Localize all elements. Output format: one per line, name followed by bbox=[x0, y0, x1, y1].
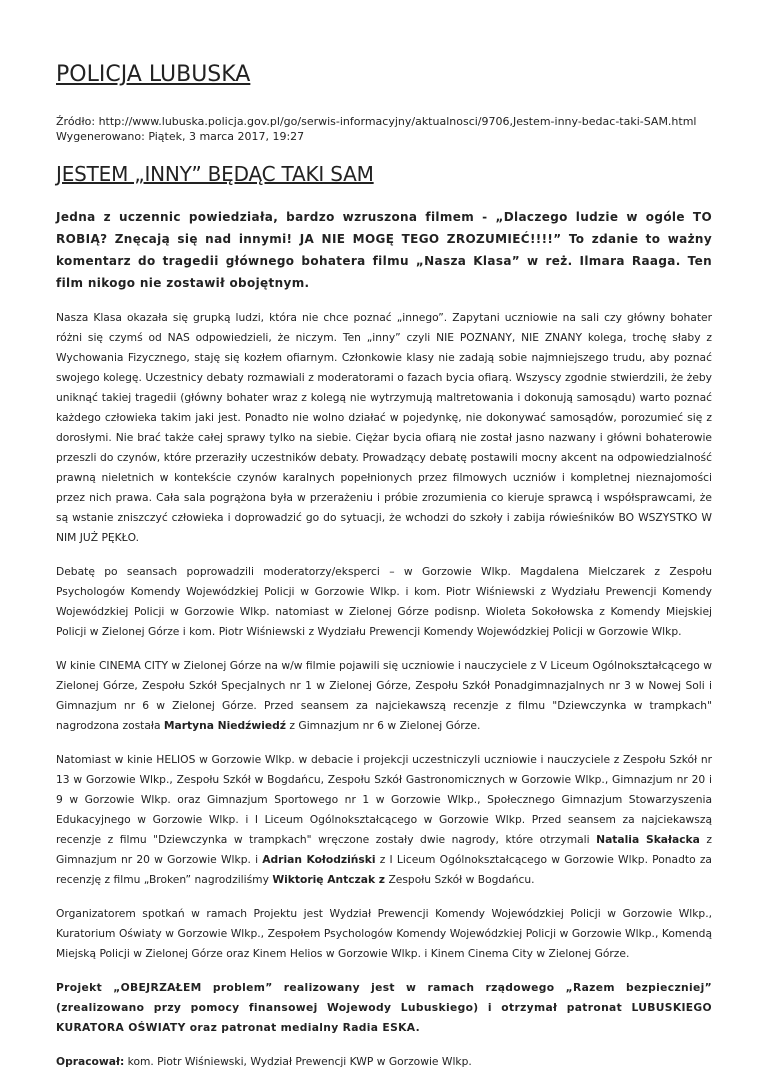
author-line bbox=[56, 1052, 712, 1072]
winner-name: Adrian Kołodziński bbox=[262, 853, 376, 866]
paragraph-moderators: Debatę po seansach poprowadzili moderatorzy/eksperci – w Gorzowie Wlkp. Magdalena Mielczarek z Zespołu Psychologów Komendy Wojewódzkiej Policji w Gorzowie Wlkp. i kom. Piotr Wiśniewski z Wydziału Prewencji Komendy Wojewódzkiej Policji w Gorzowie Wlkp. natomiast w Zielonej Górze podisnp. Wioleta Sokołowska z Komendy Miejskiej Policji w Zielonej Górze i kom. Piotr Wiśniewski z Wydziału Prewencji Komendy Wojewódzkiej Policji w Gorzowie Wlkp. bbox=[56, 565, 712, 638]
author-label: Opracował: bbox=[56, 1055, 125, 1068]
author-text: kom. Piotr Wiśniewski, Wydział Prewencji KWP w Gorzowie Wlkp. bbox=[124, 1055, 472, 1068]
article-title: JESTEM „INNY” BĘDĄC TAKI SAM bbox=[56, 162, 374, 186]
winner-name: Natalia Skałacka bbox=[596, 833, 700, 846]
generated-date: Wygenerowano: Piątek, 3 marca 2017, 19:27 bbox=[56, 130, 305, 143]
paragraph-text: z Gimnazjum nr 6 w Zielonej Górze. bbox=[286, 719, 481, 732]
paragraph-text: W kinie CINEMA CITY w Zielonej Górze na w/w filmie pojawili się uczniowie i nauczyciele z V Liceum Ogólnokształcącego w Zielonej Górze, Zespołu Szkół Specjalnych nr 1 w Zielonej Górze, Zespołu Szkół Ponadgimnazjalnych nr 3 w Nowej Soli i Gimnazjum nr 6 w Zielonej Górze. Przed seansem za najciekawszą recenzje z filmu "Dziewczynka w trampkach" nagrodzona została bbox=[56, 659, 712, 732]
paragraph-film-discussion: Nasza Klasa okazała się grupką ludzi, która nie chce poznać „innego”. Zapytani uczniowie na sali czy główny bohater różni się czymś od NAS odpowiedzieli, że niczym. Ten „inny” czyli NIE POZNANY, NIE ZNANY kolega, trochę słaby z Wychowania Fizycznego, staję się kozłem ofiarnym. Członkowie klasy nie zadają sobie najmniejszego trudu, aby poznać swojego kolegę. Uczestnicy debaty rozmawiali z moderatorami o fazach bycia ofiarą. Wszyscy zgodnie stwierdzili, że żeby uniknąć takiej tragedii (główny bohater wraz z kolegą nie wytrzymują maltretowania i dokonują samosądu) warto poznać każdego człowieka takim jaki jest. Ponadto nie wolno działać w pojedynkę, nie dokonywać samosądów, porozumieć się z dorosłymi. Nie brać także całej sprawy tylko na siebie. Ciężar bycia ofiarą nie został jasno nazwany i główni bohaterowie przeszli do czynów, które przeraziły uczestników debaty. Prowadzący debatę postawili mocny akcent na odpowiedzialność prawną nieletnich w kontekście czynów karalnych popełnionych przez filmowych uczniów i kompletnej nieznajomości przez nich prawa. Cała sala pogrążona była w przerażeniu i próbie zrozumienia co kieruje sprawcą i współsprawcami, że są wstanie zniszczyć człowieka i doprowadzić go do sytuacji, że wchodzi do szkoły i zabija rówieśników BO WSZYSTKO W NIM JUŻ PĘKŁO. bbox=[56, 311, 712, 544]
paragraph-project: Projekt „OBEJRZAŁEM problem” realizowany jest w ramach rządowego „Razem bezpieczniej” (zrealizowano przy pomocy finansowej Wojewody Lubuskiego) i otrzymał patronat LUBUSKIEGO KURATORA OŚWIATY oraz patronat medialny Radia ESKA. bbox=[56, 981, 712, 1034]
paragraph-helios bbox=[56, 750, 712, 890]
paragraph-text: z Gimnazjum nr 20 w Gorzowie Wlkp. i bbox=[56, 833, 712, 866]
paragraph-text: z I Liceum Ogólnokształcącego w Gorzowie Wlkp. Ponadto za recenzję z filmu „Broken” nagrodziliśmy bbox=[56, 853, 712, 886]
paragraph-organizers: Organizatorem spotkań w ramach Projektu jest Wydział Prewencji Komendy Wojewódzkiej Policji w Gorzowie Wlkp., Kuratorium Oświaty w Gorzowie Wlkp., Zespołem Psychologów Komendy Wojewódzkiej Policji w Gorzowie Wlkp., Komendą Miejską Policji w Zielonej Górze oraz Kinem Helios w Gorzowie Wlkp. i Kinem Cinema City w Zielonej Górze. bbox=[56, 907, 712, 960]
paragraph-text: Natomiast w kinie HELIOS w Gorzowie Wlkp. w debacie i projekcji uczestniczyli uczniowie i nauczyciele z Zespołu Szkół nr 13 w Gorzowie Wlkp., Zespołu Szkół w Bogdańcu, Zespołu Szkół Gastronomicznych w Gorzowie Wlkp., Gimnazjum nr 20 i 9 w Gorzowie Wlkp. oraz Gimnazjum Sportowego nr 1 w Gorzowie Wlkp., Społecznego Gimnazjum Stowarzyszenia Edukacyjnego w Gorzowie Wlkp. i I Liceum Ogólnokształcącego w Gorzowie Wlkp. Przed seansem za najciekawszą recenzje z filmu "Dziewczynka w trampkach" wręczone zostały dwie nagrody, które otrzymali bbox=[56, 753, 712, 846]
winner-name: Martyna Niedźwiedź bbox=[163, 719, 287, 732]
source-url: Źródło: http://www.lubuska.policja.gov.pl/go/serwis-informacyjny/aktualnosci/9706,Jestem-inny-bedac-taki-SAM.html bbox=[56, 115, 697, 128]
paragraph-cinema-city bbox=[56, 656, 712, 736]
article-lead: Jedna z uczennic powiedziała, bardzo wzruszona filmem - „Dlaczego ludzie w ogóle TO ROBIĄ? Znęcają się nad innymi! JA NIE MOGĘ TEGO ZROZUMIEĆ!!!!” To zdanie to ważny komentarz do tragedii głównego bohatera filmu „Nasza Klasa” w reż. Ilmara Raaga. Ten film nikogo nie zostawił obojętnym. bbox=[56, 210, 712, 290]
winner-name: Wiktorię Antczak z bbox=[272, 873, 386, 886]
paragraph-text: Zespołu Szkół w Bogdańcu. bbox=[385, 873, 535, 886]
source-meta bbox=[56, 114, 712, 144]
site-title: POLICJA LUBUSKA bbox=[56, 62, 251, 87]
